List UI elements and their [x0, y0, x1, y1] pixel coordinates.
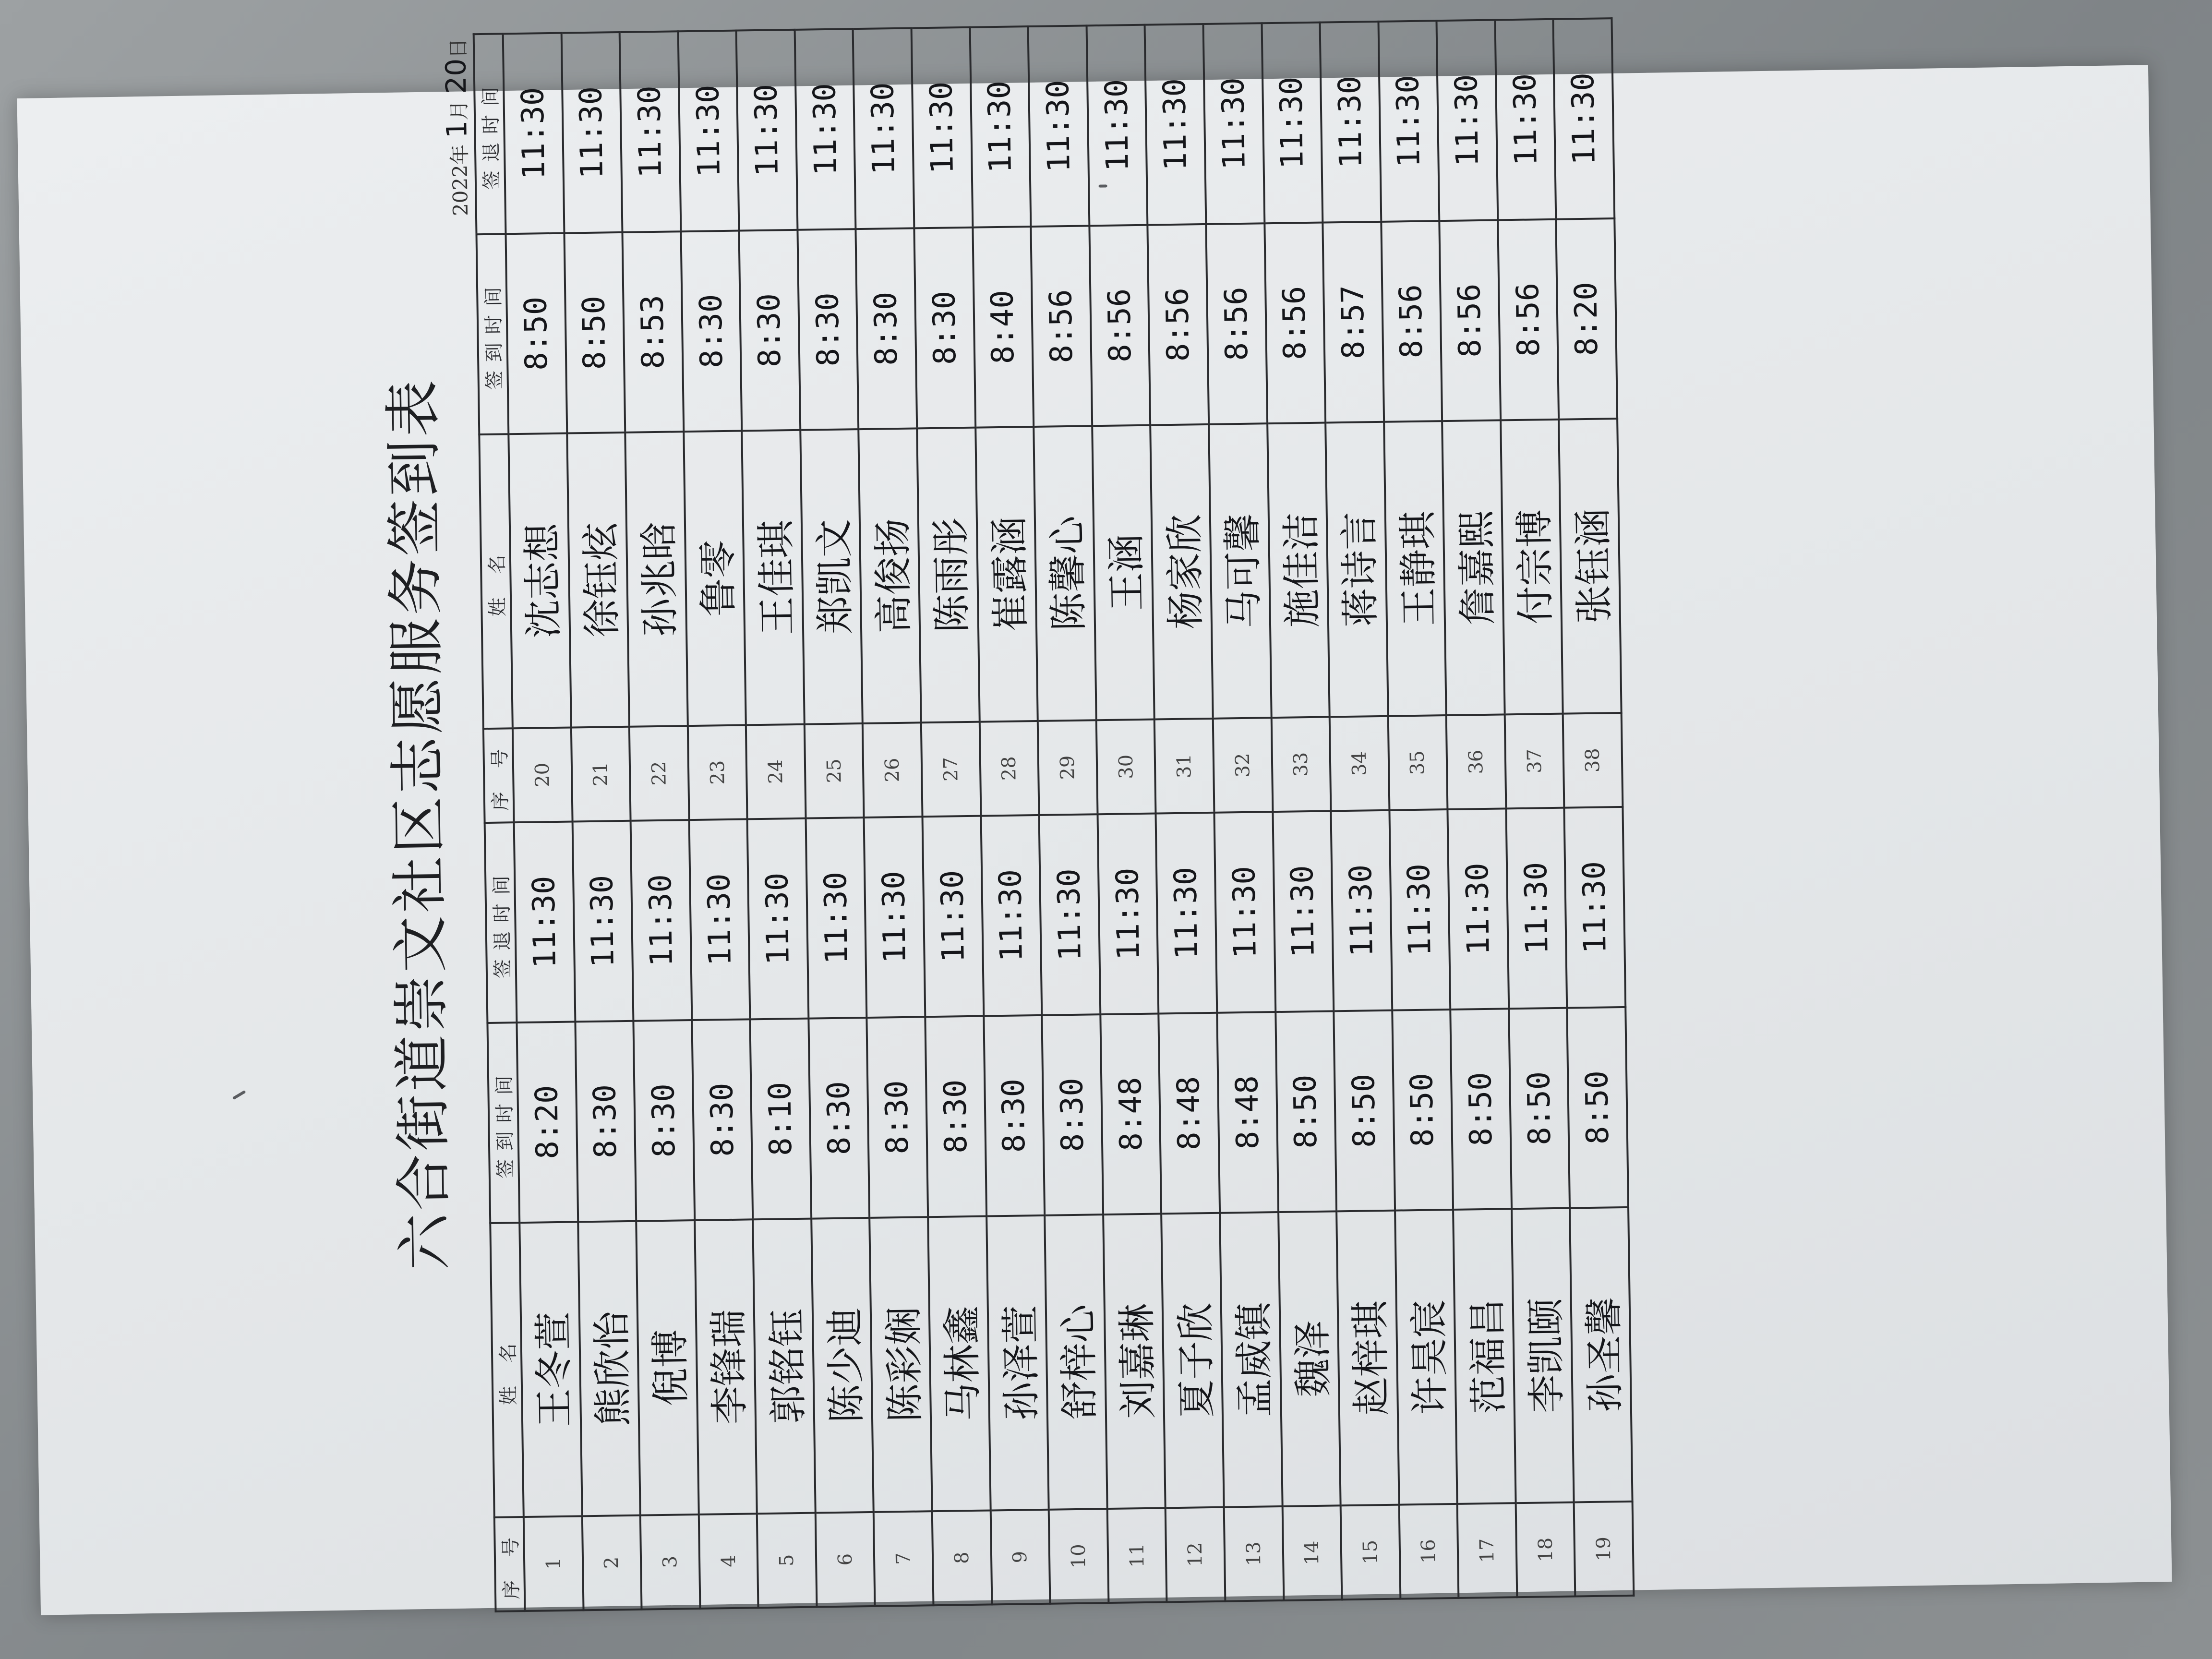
right-checkin-cell: 8:56 — [1031, 226, 1092, 427]
right-checkin-cell: 8:30 — [681, 230, 742, 432]
right-checkout-cell: 11:30 — [620, 31, 681, 232]
left-name-cell: 魏泽 — [1278, 1211, 1341, 1506]
right-checkout-cell: 11:30 — [736, 30, 797, 231]
right-checkout-cell: 11:30 — [561, 32, 622, 233]
left-checkin-cell: 8:48 — [1159, 1013, 1220, 1214]
right-checkout-cell: 11:30 — [1437, 20, 1498, 221]
left-checkin-cell: 8:30 — [867, 1017, 928, 1218]
left-checkout-cell: 11:30 — [572, 821, 633, 1022]
right-name-cell: 张钰涵 — [1559, 419, 1622, 714]
left-checkout-cell: 11:30 — [923, 816, 984, 1017]
right-seq-cell: 23 — [688, 725, 747, 820]
right-checkin-cell: 8:30 — [856, 228, 917, 429]
left-seq-cell: 10 — [1049, 1509, 1108, 1604]
right-name-cell: 崔露涵 — [975, 427, 1038, 722]
date-month: 1 — [440, 120, 473, 139]
right-checkout-cell: 11:30 — [912, 27, 973, 228]
left-name-cell: 刘嘉琳 — [1103, 1214, 1166, 1509]
left-checkin-cell: 8:20 — [517, 1022, 577, 1223]
right-name-cell: 陈馨心 — [1034, 426, 1096, 721]
left-checkout-cell: 11:30 — [514, 822, 575, 1023]
left-seq-cell: 17 — [1457, 1503, 1517, 1598]
right-checkout-cell: 11:30 — [1262, 23, 1322, 224]
left-name-cell: 郭铭钰 — [753, 1218, 816, 1514]
right-name-cell: 王静琪 — [1384, 421, 1446, 716]
date-day: 20 — [439, 58, 473, 95]
right-seq-cell: 21 — [571, 727, 630, 822]
left-name-cell: 马林鑫 — [928, 1216, 990, 1511]
left-checkout-cell: 11:30 — [864, 817, 925, 1018]
right-seq-cell: 26 — [863, 722, 922, 817]
right-checkin-cell: 8:56 — [1498, 219, 1559, 421]
left-name-cell: 陈彩娴 — [870, 1217, 932, 1512]
right-seq-cell: 29 — [1038, 720, 1097, 815]
date-day-unit: 日 — [446, 38, 470, 59]
form-date — [439, 38, 474, 216]
left-name-cell: 孙圣馨 — [1570, 1207, 1632, 1503]
left-name-cell: 王冬萱 — [519, 1222, 582, 1517]
header-seq-right: 序 号 — [483, 728, 514, 823]
date-month-unit: 月 — [447, 100, 471, 121]
left-checkout-cell: 11:30 — [981, 815, 1042, 1016]
left-seq-cell: 3 — [640, 1515, 700, 1610]
right-checkout-cell: 11:30 — [503, 33, 564, 234]
sign-in-form — [379, 17, 1635, 1612]
left-checkin-cell: 8:30 — [984, 1015, 1045, 1216]
right-checkin-cell: 8:56 — [1089, 225, 1150, 426]
right-seq-cell: 28 — [979, 721, 1039, 816]
right-checkin-cell: 8:56 — [1264, 222, 1325, 423]
left-name-cell: 许昊宸 — [1395, 1210, 1457, 1505]
header-checkin-right: 签到时间 — [476, 234, 508, 434]
left-name-cell: 倪博 — [636, 1220, 698, 1515]
left-checkin-cell: 8:50 — [1567, 1007, 1628, 1208]
left-checkin-cell: 8:30 — [808, 1018, 869, 1219]
right-seq-cell: 37 — [1504, 714, 1564, 809]
right-checkout-cell: 11:30 — [1553, 18, 1614, 219]
right-name-cell: 徐钰炫 — [567, 433, 629, 728]
left-name-cell: 孙泽萱 — [986, 1215, 1049, 1511]
header-name-left: 姓 名 — [490, 1223, 524, 1517]
left-checkout-cell: 11:30 — [1506, 808, 1567, 1009]
left-name-cell: 李锋瑞 — [695, 1219, 757, 1515]
header-seq-left: 序 号 — [494, 1517, 525, 1611]
right-checkin-cell: 8:53 — [623, 231, 684, 433]
left-checkin-cell: 8:30 — [1042, 1014, 1103, 1215]
left-seq-cell: 13 — [1224, 1506, 1284, 1601]
left-checkout-cell: 11:30 — [805, 817, 866, 1019]
left-checkin-cell: 8:50 — [1334, 1010, 1395, 1212]
left-seq-cell: 19 — [1574, 1502, 1634, 1597]
left-name-cell: 舒梓心 — [1045, 1214, 1107, 1510]
left-seq-cell: 14 — [1282, 1505, 1342, 1600]
left-checkin-cell: 8:10 — [750, 1019, 811, 1220]
right-checkout-cell: 11:30 — [678, 31, 739, 232]
left-name-cell: 陈少迪 — [811, 1218, 874, 1513]
attendance-table — [473, 17, 1635, 1612]
left-seq-cell: 7 — [874, 1511, 933, 1606]
right-seq-cell: 22 — [629, 726, 689, 821]
right-name-cell: 王佳琪 — [742, 430, 805, 725]
right-seq-cell: 31 — [1154, 719, 1214, 814]
left-name-cell: 赵梓琪 — [1336, 1210, 1399, 1505]
right-checkin-cell: 8:20 — [1556, 218, 1617, 420]
right-checkin-cell: 8:50 — [505, 233, 566, 434]
left-checkout-cell: 11:30 — [1564, 807, 1625, 1008]
right-checkin-cell: 8:30 — [797, 229, 858, 430]
left-seq-cell: 15 — [1341, 1504, 1400, 1599]
left-seq-cell: 5 — [757, 1513, 817, 1608]
right-name-cell: 沈志想 — [508, 433, 571, 728]
right-checkout-cell: 11:30 — [853, 28, 914, 229]
right-checkout-cell: 11:30 — [1086, 25, 1147, 226]
left-checkout-cell: 11:30 — [747, 818, 808, 1020]
left-checkout-cell: 11:30 — [631, 820, 692, 1021]
left-seq-cell: 9 — [990, 1510, 1050, 1605]
left-checkout-cell: 11:30 — [1156, 813, 1217, 1014]
left-checkout-cell: 11:30 — [689, 819, 750, 1020]
right-seq-cell: 38 — [1563, 713, 1623, 808]
right-checkout-cell: 11:30 — [1145, 24, 1206, 225]
left-checkin-cell: 8:30 — [692, 1019, 753, 1220]
right-name-cell: 詹嘉熙 — [1442, 420, 1504, 715]
left-checkout-cell: 11:30 — [1389, 809, 1450, 1010]
left-checkin-cell: 8:50 — [1509, 1008, 1570, 1209]
left-checkin-cell: 8:48 — [1217, 1012, 1278, 1213]
right-checkout-cell: 11:30 — [795, 29, 856, 230]
left-checkin-cell: 8:48 — [1100, 1013, 1161, 1214]
left-name-cell: 李凯颐 — [1512, 1208, 1574, 1503]
left-seq-cell: 1 — [524, 1516, 583, 1611]
date-year: 2022 — [448, 164, 472, 216]
form-title: 六合街道崇文社区志愿服务签到表 — [379, 377, 458, 1271]
right-checkout-cell: 11:30 — [1495, 19, 1556, 220]
date-year-unit: 年 — [447, 144, 472, 165]
right-checkout-cell: 11:30 — [1378, 21, 1439, 222]
right-name-cell: 杨家欣 — [1151, 424, 1213, 720]
left-checkin-cell: 8:50 — [1392, 1010, 1453, 1211]
right-checkin-cell: 8:30 — [739, 230, 800, 431]
right-name-cell: 马可馨 — [1209, 423, 1271, 719]
header-checkout-right: 签退时间 — [474, 34, 506, 234]
header-name-right: 姓 名 — [479, 434, 513, 729]
header-checkout-left: 签退时间 — [485, 822, 517, 1023]
right-seq-cell: 30 — [1096, 719, 1156, 814]
right-name-cell: 孙兆晗 — [625, 432, 687, 727]
left-name-cell: 夏子欣 — [1161, 1213, 1224, 1508]
right-seq-cell: 32 — [1213, 718, 1273, 813]
right-seq-cell: 36 — [1446, 714, 1506, 809]
right-name-cell: 高俊扬 — [859, 428, 921, 723]
right-checkin-cell: 8:57 — [1322, 222, 1383, 423]
left-checkin-cell: 8:50 — [1275, 1011, 1336, 1212]
left-seq-cell: 4 — [699, 1514, 758, 1609]
left-checkout-cell: 11:30 — [1331, 810, 1392, 1011]
right-checkout-cell: 11:30 — [1203, 23, 1264, 224]
right-checkin-cell: 8:40 — [973, 227, 1034, 428]
left-checkin-cell: 8:30 — [575, 1021, 636, 1222]
left-seq-cell: 11 — [1107, 1508, 1166, 1603]
right-seq-cell: 33 — [1271, 717, 1331, 812]
left-checkin-cell: 8:30 — [925, 1016, 986, 1217]
right-name-cell: 施佳洁 — [1267, 422, 1330, 718]
left-checkout-cell: 11:30 — [1448, 808, 1509, 1010]
right-seq-cell: 24 — [746, 724, 805, 819]
right-name-cell: 鲁零 — [684, 431, 746, 726]
left-checkin-cell: 8:30 — [634, 1020, 695, 1221]
right-checkin-cell: 8:50 — [564, 232, 625, 433]
right-seq-cell: 25 — [805, 723, 864, 818]
right-seq-cell: 20 — [513, 727, 572, 822]
left-checkin-cell: 8:50 — [1450, 1009, 1511, 1210]
right-checkin-cell: 8:56 — [1148, 224, 1209, 425]
left-checkout-cell: 11:30 — [1214, 812, 1275, 1013]
left-seq-cell: 16 — [1399, 1504, 1458, 1599]
right-seq-cell: 34 — [1330, 716, 1389, 811]
right-seq-cell: 27 — [921, 721, 981, 817]
right-checkin-cell: 8:56 — [1206, 223, 1267, 424]
left-name-cell: 熊欣怡 — [578, 1221, 640, 1516]
right-name-cell: 王涵 — [1092, 425, 1154, 720]
right-checkout-cell: 11:30 — [1028, 25, 1089, 227]
left-checkout-cell: 11:30 — [1097, 814, 1158, 1015]
right-checkin-cell: 8:30 — [914, 228, 975, 429]
left-checkout-cell: 11:30 — [1273, 811, 1334, 1012]
right-name-cell: 蒋诗言 — [1325, 422, 1388, 717]
right-checkin-cell: 8:56 — [1440, 220, 1501, 421]
right-checkout-cell: 11:30 — [1320, 22, 1381, 223]
right-name-cell: 付宗博 — [1501, 420, 1563, 715]
right-name-cell: 陈雨彤 — [917, 428, 979, 723]
left-seq-cell: 18 — [1515, 1502, 1575, 1597]
left-seq-cell: 12 — [1166, 1507, 1225, 1602]
right-checkin-cell: 8:56 — [1381, 221, 1442, 422]
left-seq-cell: 8 — [932, 1510, 992, 1605]
pencil-mark — [232, 1090, 246, 1100]
left-name-cell: 孟威镇 — [1220, 1212, 1282, 1507]
header-checkin-left: 签到时间 — [487, 1022, 519, 1223]
left-seq-cell: 2 — [582, 1515, 641, 1610]
left-checkout-cell: 11:30 — [1039, 814, 1100, 1015]
right-seq-cell: 35 — [1388, 715, 1447, 810]
right-name-cell: 郑凯文 — [800, 429, 863, 724]
right-checkout-cell: 11:30 — [970, 26, 1031, 228]
left-seq-cell: 6 — [816, 1512, 875, 1607]
left-name-cell: 范福昌 — [1453, 1209, 1515, 1504]
